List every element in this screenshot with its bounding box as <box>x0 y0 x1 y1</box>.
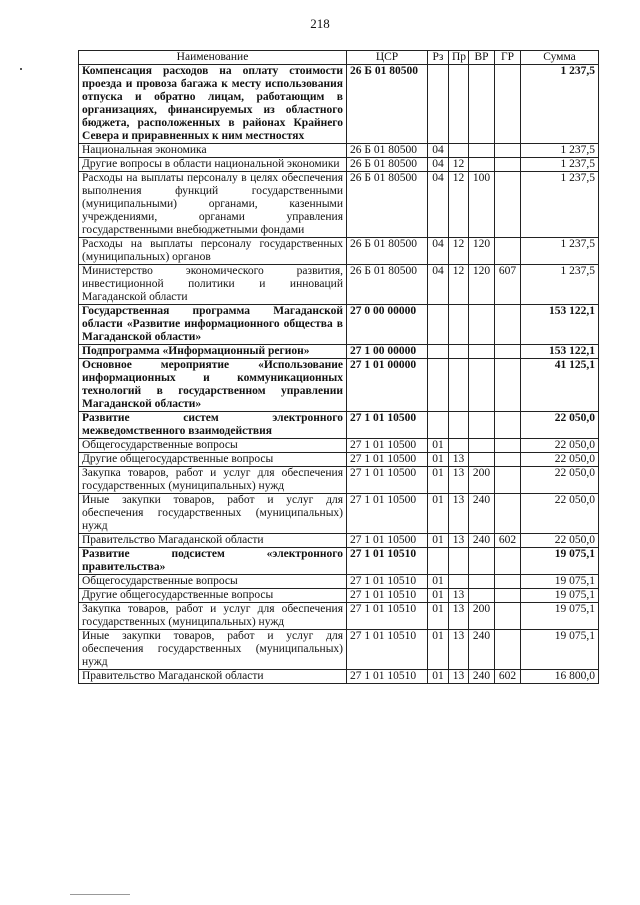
table-row <box>79 548 599 575</box>
cell-vr <box>469 575 495 589</box>
cell-code: 27 1 01 00000 <box>347 359 428 412</box>
cell-pr <box>449 548 469 575</box>
cell-vr <box>469 439 495 453</box>
table-row <box>79 359 599 412</box>
cell-sum: 22 050,0 <box>521 534 599 548</box>
cell-vr <box>469 158 495 172</box>
cell-gr <box>495 603 521 630</box>
header-pr: Пр <box>449 51 469 65</box>
cell-pr <box>449 65 469 144</box>
cell-gr <box>495 494 521 534</box>
table-row <box>79 453 599 467</box>
cell-gr <box>495 172 521 238</box>
header-sum: Сумма <box>521 51 599 65</box>
header-code: ЦСР <box>347 51 428 65</box>
cell-name: Другие вопросы в области национальной экономики <box>79 158 347 172</box>
table-row <box>79 412 599 439</box>
cell-vr <box>469 412 495 439</box>
cell-rz: 01 <box>428 439 449 453</box>
cell-vr <box>469 589 495 603</box>
cell-gr <box>495 238 521 265</box>
cell-rz <box>428 548 449 575</box>
cell-sum: 22 050,0 <box>521 494 599 534</box>
cell-code: 27 0 00 00000 <box>347 305 428 345</box>
table-row <box>79 305 599 345</box>
cell-pr: 12 <box>449 265 469 305</box>
cell-vr: 240 <box>469 670 495 684</box>
table-row <box>79 603 599 630</box>
cell-rz: 01 <box>428 603 449 630</box>
cell-rz <box>428 65 449 144</box>
cell-sum: 19 075,1 <box>521 630 599 670</box>
cell-code: 27 1 01 10510 <box>347 603 428 630</box>
cell-vr: 120 <box>469 238 495 265</box>
cell-name: Правительство Магаданской области <box>79 670 347 684</box>
cell-name: Общегосударственные вопросы <box>79 439 347 453</box>
cell-gr <box>495 359 521 412</box>
cell-pr <box>449 345 469 359</box>
cell-pr: 13 <box>449 603 469 630</box>
cell-vr <box>469 345 495 359</box>
cell-rz: 04 <box>428 265 449 305</box>
cell-rz: 01 <box>428 575 449 589</box>
cell-sum: 1 237,5 <box>521 265 599 305</box>
cell-pr <box>449 575 469 589</box>
cell-gr <box>495 412 521 439</box>
cell-code: 26 Б 01 80500 <box>347 238 428 265</box>
cell-vr <box>469 305 495 345</box>
cell-vr: 200 <box>469 603 495 630</box>
cell-pr: 12 <box>449 238 469 265</box>
cell-sum: 153 122,1 <box>521 305 599 345</box>
cell-sum: 22 050,0 <box>521 467 599 494</box>
table-row <box>79 589 599 603</box>
cell-gr: 602 <box>495 534 521 548</box>
cell-gr <box>495 144 521 158</box>
cell-name: Другие общегосударственные вопросы <box>79 589 347 603</box>
cell-gr <box>495 65 521 144</box>
cell-rz: 01 <box>428 630 449 670</box>
cell-rz: 04 <box>428 172 449 238</box>
cell-code: 27 1 01 10510 <box>347 670 428 684</box>
table-row <box>79 158 599 172</box>
cell-pr: 13 <box>449 534 469 548</box>
cell-pr <box>449 412 469 439</box>
cell-code: 26 Б 01 80500 <box>347 172 428 238</box>
table-row <box>79 670 599 684</box>
cell-rz <box>428 305 449 345</box>
cell-gr <box>495 158 521 172</box>
cell-vr: 120 <box>469 265 495 305</box>
cell-code: 27 1 01 10510 <box>347 575 428 589</box>
cell-code: 27 1 01 10500 <box>347 453 428 467</box>
cell-vr <box>469 144 495 158</box>
cell-rz: 01 <box>428 670 449 684</box>
cell-pr <box>449 305 469 345</box>
table-row <box>79 467 599 494</box>
header-gr: ГР <box>495 51 521 65</box>
cell-rz: 04 <box>428 158 449 172</box>
cell-name: Правительство Магаданской области <box>79 534 347 548</box>
cell-pr: 12 <box>449 172 469 238</box>
table-row <box>79 65 599 144</box>
cell-code: 27 1 01 10510 <box>347 589 428 603</box>
cell-rz <box>428 412 449 439</box>
cell-name: Расходы на выплаты персоналу в целях обеспечения выполнения функций государственными (муниципальными) органами, казенными учреждениями, органами управления государственными внебюджетными фондами <box>79 172 347 238</box>
cell-name: Развитие подсистем «электронного правительства» <box>79 548 347 575</box>
table-row <box>79 439 599 453</box>
cell-vr: 200 <box>469 467 495 494</box>
cell-name: Иные закупки товаров, работ и услуг для обеспечения государственных (муниципальных) нужд <box>79 630 347 670</box>
table-row <box>79 345 599 359</box>
scan-mark <box>70 894 130 895</box>
cell-sum: 19 075,1 <box>521 575 599 589</box>
cell-name: Закупка товаров, работ и услуг для обеспечения государственных (муниципальных) нужд <box>79 603 347 630</box>
cell-sum: 41 125,1 <box>521 359 599 412</box>
cell-gr <box>495 305 521 345</box>
scan-mark <box>20 68 22 70</box>
cell-gr: 607 <box>495 265 521 305</box>
table-row <box>79 265 599 305</box>
cell-name: Другие общегосударственные вопросы <box>79 453 347 467</box>
cell-rz: 01 <box>428 589 449 603</box>
cell-gr <box>495 467 521 494</box>
header-rz: Рз <box>428 51 449 65</box>
header-vr: ВР <box>469 51 495 65</box>
cell-name: Подпрограмма «Информационный регион» <box>79 345 347 359</box>
cell-gr <box>495 575 521 589</box>
cell-pr: 12 <box>449 158 469 172</box>
cell-gr <box>495 548 521 575</box>
cell-sum: 1 237,5 <box>521 65 599 144</box>
cell-code: 27 1 01 10500 <box>347 467 428 494</box>
cell-sum: 1 237,5 <box>521 238 599 265</box>
cell-pr: 13 <box>449 453 469 467</box>
table-row <box>79 630 599 670</box>
cell-rz: 01 <box>428 467 449 494</box>
cell-sum: 19 075,1 <box>521 548 599 575</box>
cell-gr: 602 <box>495 670 521 684</box>
budget-table <box>78 50 599 684</box>
page-number: 218 <box>310 16 330 31</box>
cell-sum: 22 050,0 <box>521 453 599 467</box>
cell-sum: 22 050,0 <box>521 439 599 453</box>
cell-code: 27 1 00 00000 <box>347 345 428 359</box>
cell-rz: 04 <box>428 238 449 265</box>
cell-rz: 04 <box>428 144 449 158</box>
cell-gr <box>495 345 521 359</box>
cell-code: 27 1 01 10500 <box>347 534 428 548</box>
cell-code: 27 1 01 10500 <box>347 412 428 439</box>
cell-name: Основное мероприятие «Использование информационных и коммуникационных технологий в государственном управлении Магаданской области» <box>79 359 347 412</box>
cell-gr <box>495 589 521 603</box>
cell-sum: 16 800,0 <box>521 670 599 684</box>
cell-name: Общегосударственные вопросы <box>79 575 347 589</box>
cell-vr: 240 <box>469 494 495 534</box>
cell-gr <box>495 453 521 467</box>
cell-vr: 240 <box>469 630 495 670</box>
table-row <box>79 494 599 534</box>
cell-name: Министерство экономического развития, инвестиционной политики и инноваций Магаданской области <box>79 265 347 305</box>
cell-name: Расходы на выплаты персоналу государственных (муниципальных) органов <box>79 238 347 265</box>
cell-sum: 19 075,1 <box>521 589 599 603</box>
cell-name: Иные закупки товаров, работ и услуг для обеспечения государственных (муниципальных) нужд <box>79 494 347 534</box>
table-row <box>79 144 599 158</box>
cell-pr: 13 <box>449 630 469 670</box>
cell-pr: 13 <box>449 467 469 494</box>
cell-rz: 01 <box>428 494 449 534</box>
cell-pr <box>449 439 469 453</box>
cell-code: 26 Б 01 80500 <box>347 158 428 172</box>
cell-pr: 13 <box>449 670 469 684</box>
cell-pr: 13 <box>449 589 469 603</box>
cell-vr: 240 <box>469 534 495 548</box>
cell-sum: 19 075,1 <box>521 603 599 630</box>
cell-rz: 01 <box>428 453 449 467</box>
cell-vr <box>469 453 495 467</box>
cell-vr <box>469 359 495 412</box>
cell-rz <box>428 359 449 412</box>
cell-sum: 1 237,5 <box>521 158 599 172</box>
cell-code: 27 1 01 10510 <box>347 630 428 670</box>
cell-vr <box>469 548 495 575</box>
cell-name: Компенсация расходов на оплату стоимости проезда и провоза багажа к месту использования отпуска и обратно лицам, работающим в организациях, финансируемых из областного бюджета, расположенных в районах Крайнего Севера и приравненных к ним местностях <box>79 65 347 144</box>
cell-sum: 22 050,0 <box>521 412 599 439</box>
cell-rz <box>428 345 449 359</box>
cell-name: Развитие систем электронного межведомственного взаимодействия <box>79 412 347 439</box>
cell-code: 27 1 01 10510 <box>347 548 428 575</box>
cell-gr <box>495 630 521 670</box>
table-row <box>79 172 599 238</box>
cell-vr: 100 <box>469 172 495 238</box>
cell-code: 27 1 01 10500 <box>347 494 428 534</box>
table-row <box>79 534 599 548</box>
cell-name: Национальная экономика <box>79 144 347 158</box>
table-header-row <box>79 51 599 65</box>
cell-name: Закупка товаров, работ и услуг для обеспечения государственных (муниципальных) нужд <box>79 467 347 494</box>
cell-pr: 13 <box>449 494 469 534</box>
cell-gr <box>495 439 521 453</box>
cell-code: 26 Б 01 80500 <box>347 265 428 305</box>
cell-name: Государственная программа Магаданской области «Развитие информационного общества в Магаданской области» <box>79 305 347 345</box>
cell-sum: 1 237,5 <box>521 172 599 238</box>
cell-pr <box>449 359 469 412</box>
cell-sum: 1 237,5 <box>521 144 599 158</box>
cell-vr <box>469 65 495 144</box>
cell-sum: 153 122,1 <box>521 345 599 359</box>
header-name: Наименование <box>79 51 347 65</box>
cell-code: 26 Б 01 80500 <box>347 65 428 144</box>
table-row <box>79 238 599 265</box>
cell-code: 27 1 01 10500 <box>347 439 428 453</box>
cell-code: 26 Б 01 80500 <box>347 144 428 158</box>
cell-pr <box>449 144 469 158</box>
cell-rz: 01 <box>428 534 449 548</box>
table-row <box>79 575 599 589</box>
